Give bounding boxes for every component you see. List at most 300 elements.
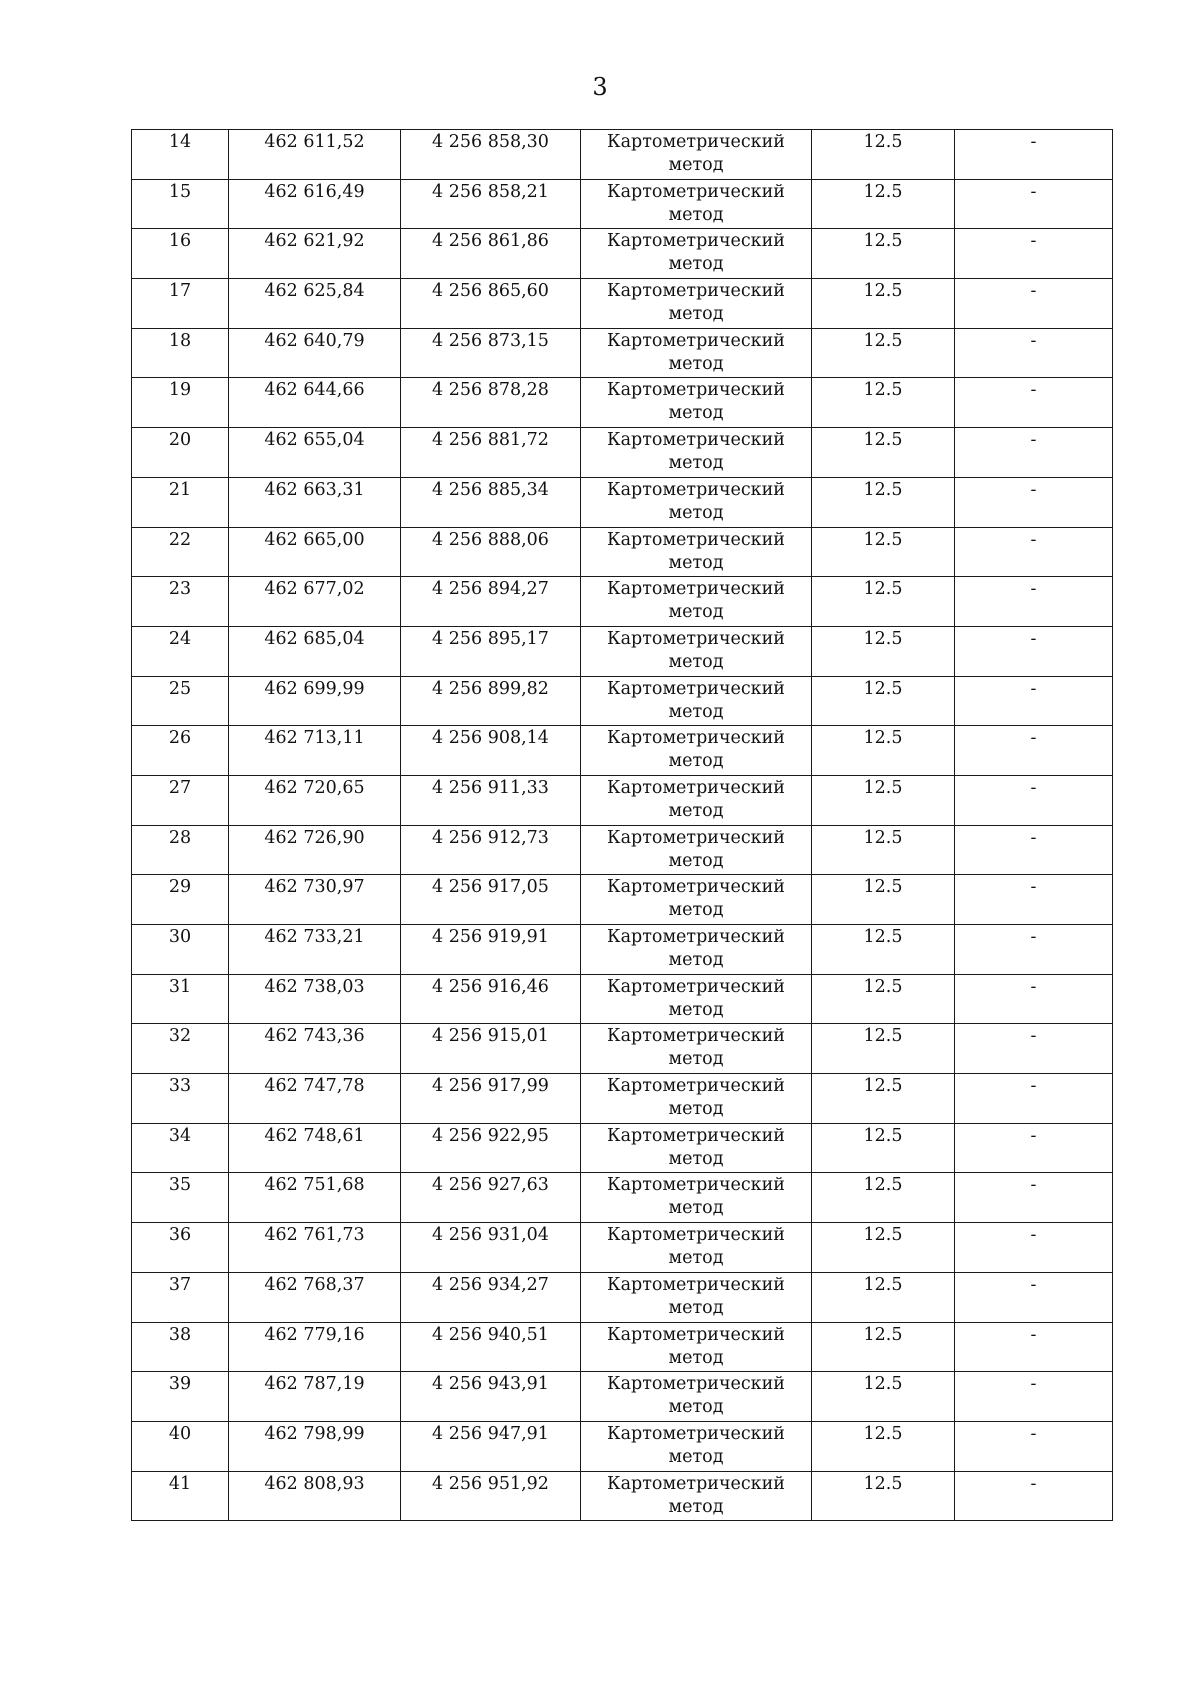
table-row [132, 775, 1113, 825]
point-number: 25 [168, 678, 192, 699]
extra-cell [955, 1421, 1113, 1471]
accuracy: 12.5 [863, 479, 903, 500]
method: Картометрический метод [607, 430, 785, 474]
extra-cell [955, 1173, 1113, 1223]
extra-cell [955, 1024, 1113, 1074]
y-coordinate-cell [401, 477, 581, 527]
extra-value: - [1030, 1423, 1037, 1444]
point-number: 26 [168, 728, 192, 749]
method-cell [581, 229, 812, 279]
y-coordinate-cell [401, 1322, 581, 1372]
extra-value: - [1030, 628, 1037, 649]
point-number-cell [132, 130, 229, 180]
x-coordinate: 462 644,66 [264, 380, 365, 401]
extra-value: - [1030, 132, 1037, 152]
accuracy: 12.5 [863, 380, 903, 401]
point-number: 29 [168, 877, 192, 898]
x-coordinate: 462 713,11 [264, 728, 365, 749]
extra-cell [955, 676, 1113, 726]
extra-cell [955, 577, 1113, 627]
accuracy: 12.5 [863, 728, 903, 749]
method-cell [581, 279, 812, 329]
point-number-cell [132, 1173, 229, 1223]
accuracy-cell [812, 1421, 955, 1471]
accuracy: 12.5 [863, 430, 903, 451]
table-row [132, 428, 1113, 478]
method-cell [581, 974, 812, 1024]
accuracy-cell [812, 974, 955, 1024]
point-number: 21 [168, 479, 192, 500]
method: Картометрический метод [607, 529, 785, 573]
y-coordinate-cell [401, 1372, 581, 1422]
y-coordinate: 4 256 894,27 [432, 579, 549, 600]
point-number-cell [132, 825, 229, 875]
table-body [132, 130, 1113, 1521]
extra-value: - [1030, 1026, 1037, 1047]
extra-value: - [1030, 181, 1037, 202]
accuracy: 12.5 [863, 579, 903, 600]
method: Картометрический метод [607, 1374, 785, 1418]
accuracy-cell [812, 130, 955, 180]
method: Картометрический метод [607, 181, 785, 225]
method-cell [581, 1372, 812, 1422]
accuracy-cell [812, 328, 955, 378]
y-coordinate-cell [401, 378, 581, 428]
extra-value: - [1030, 678, 1037, 699]
extra-cell [955, 925, 1113, 975]
accuracy-cell [812, 229, 955, 279]
method: Картометрический метод [607, 1473, 785, 1517]
extra-cell [955, 1372, 1113, 1422]
x-coordinate-cell [229, 925, 401, 975]
method-cell [581, 1272, 812, 1322]
x-coordinate: 462 787,19 [264, 1374, 365, 1395]
point-number: 24 [168, 628, 192, 649]
y-coordinate: 4 256 858,21 [432, 181, 549, 202]
accuracy-cell [812, 1272, 955, 1322]
y-coordinate: 4 256 922,95 [432, 1125, 549, 1146]
x-coordinate-cell [229, 1471, 401, 1521]
method-cell [581, 875, 812, 925]
y-coordinate-cell [401, 825, 581, 875]
x-coordinate: 462 738,03 [264, 976, 365, 997]
y-coordinate: 4 256 911,33 [432, 777, 549, 798]
x-coordinate-cell [229, 577, 401, 627]
table-row [132, 1123, 1113, 1173]
extra-cell [955, 825, 1113, 875]
accuracy-cell [812, 279, 955, 329]
accuracy: 12.5 [863, 529, 903, 550]
y-coordinate-cell [401, 1173, 581, 1223]
accuracy: 12.5 [863, 1026, 903, 1047]
point-number-cell [132, 1074, 229, 1124]
method: Картометрический метод [607, 1175, 785, 1219]
extra-value: - [1030, 430, 1037, 451]
method-cell [581, 1123, 812, 1173]
table-row [132, 229, 1113, 279]
accuracy-cell [812, 875, 955, 925]
extra-value: - [1030, 281, 1037, 302]
x-coordinate-cell [229, 1223, 401, 1273]
accuracy-cell [812, 378, 955, 428]
point-number-cell [132, 974, 229, 1024]
method-cell [581, 527, 812, 577]
x-coordinate-cell [229, 130, 401, 180]
x-coordinate-cell [229, 378, 401, 428]
method-cell [581, 179, 812, 229]
point-number: 33 [168, 1076, 192, 1097]
table-row [132, 179, 1113, 229]
x-coordinate: 462 699,99 [264, 678, 365, 699]
x-coordinate: 462 743,36 [264, 1026, 365, 1047]
extra-value: - [1030, 728, 1037, 749]
y-coordinate: 4 256 865,60 [432, 281, 549, 302]
extra-cell [955, 279, 1113, 329]
y-coordinate-cell [401, 726, 581, 776]
accuracy: 12.5 [863, 1125, 903, 1146]
accuracy: 12.5 [863, 281, 903, 302]
accuracy: 12.5 [863, 877, 903, 898]
table-row [132, 875, 1113, 925]
x-coordinate: 462 726,90 [264, 827, 365, 848]
point-number: 37 [168, 1274, 192, 1295]
method-cell [581, 726, 812, 776]
x-coordinate: 462 779,16 [264, 1324, 365, 1345]
extra-value: - [1030, 1175, 1037, 1196]
accuracy: 12.5 [863, 132, 903, 152]
y-coordinate-cell [401, 428, 581, 478]
accuracy-cell [812, 577, 955, 627]
method: Картометрический метод [607, 1076, 785, 1120]
extra-cell [955, 726, 1113, 776]
x-coordinate-cell [229, 1074, 401, 1124]
table-row [132, 1024, 1113, 1074]
y-coordinate-cell [401, 1024, 581, 1074]
point-number: 34 [168, 1125, 192, 1146]
table-row [132, 676, 1113, 726]
extra-cell [955, 1123, 1113, 1173]
x-coordinate-cell [229, 279, 401, 329]
accuracy: 12.5 [863, 678, 903, 699]
table-row [132, 328, 1113, 378]
method-cell [581, 1024, 812, 1074]
accuracy-cell [812, 676, 955, 726]
extra-cell [955, 130, 1113, 180]
x-coordinate: 462 621,92 [264, 231, 365, 252]
y-coordinate: 4 256 899,82 [432, 678, 549, 699]
accuracy: 12.5 [863, 628, 903, 649]
y-coordinate-cell [401, 577, 581, 627]
extra-value: - [1030, 1324, 1037, 1345]
extra-cell [955, 378, 1113, 428]
accuracy-cell [812, 1322, 955, 1372]
x-coordinate-cell [229, 1322, 401, 1372]
x-coordinate: 462 730,97 [264, 877, 365, 898]
accuracy-cell [812, 428, 955, 478]
y-coordinate-cell [401, 1421, 581, 1471]
extra-value: - [1030, 1076, 1037, 1097]
y-coordinate: 4 256 895,17 [432, 628, 549, 649]
point-number-cell [132, 577, 229, 627]
table-row [132, 527, 1113, 577]
method-cell [581, 428, 812, 478]
method: Картометрический метод [607, 1324, 785, 1368]
x-coordinate-cell [229, 775, 401, 825]
accuracy-cell [812, 1024, 955, 1074]
method: Картометрический метод [607, 1026, 785, 1070]
page-number: 3 [592, 73, 608, 101]
extra-value: - [1030, 1225, 1037, 1246]
point-number-cell [132, 1272, 229, 1322]
extra-value: - [1030, 330, 1037, 351]
method-cell [581, 328, 812, 378]
table-row [132, 1372, 1113, 1422]
table-row [132, 130, 1113, 180]
point-number-cell [132, 477, 229, 527]
y-coordinate-cell [401, 1074, 581, 1124]
point-number-cell [132, 1123, 229, 1173]
accuracy: 12.5 [863, 181, 903, 202]
accuracy-cell [812, 477, 955, 527]
point-number-cell [132, 229, 229, 279]
point-number: 36 [168, 1225, 192, 1246]
accuracy-cell [812, 775, 955, 825]
y-coordinate: 4 256 908,14 [432, 728, 549, 749]
y-coordinate: 4 256 888,06 [432, 529, 549, 550]
x-coordinate: 462 665,00 [264, 529, 365, 550]
x-coordinate: 462 733,21 [264, 927, 365, 947]
accuracy: 12.5 [863, 1374, 903, 1395]
accuracy: 12.5 [863, 1225, 903, 1246]
accuracy: 12.5 [863, 231, 903, 252]
extra-value: - [1030, 1125, 1037, 1146]
method: Картометрический метод [607, 231, 785, 275]
extra-value: - [1030, 1274, 1037, 1295]
table-row [132, 1173, 1113, 1223]
extra-value: - [1030, 1473, 1037, 1494]
x-coordinate: 462 768,37 [264, 1274, 365, 1295]
method-cell [581, 626, 812, 676]
method: Картометрический метод [607, 827, 785, 871]
point-number-cell [132, 527, 229, 577]
extra-cell [955, 1272, 1113, 1322]
y-coordinate: 4 256 947,91 [432, 1423, 549, 1444]
x-coordinate: 462 720,65 [264, 777, 365, 798]
method-cell [581, 1223, 812, 1273]
y-coordinate: 4 256 858,30 [432, 132, 549, 152]
point-number-cell [132, 428, 229, 478]
method-cell [581, 577, 812, 627]
method-cell [581, 775, 812, 825]
method-cell [581, 130, 812, 180]
extra-value: - [1030, 1374, 1037, 1395]
x-coordinate-cell [229, 1421, 401, 1471]
point-number-cell [132, 875, 229, 925]
y-coordinate-cell [401, 279, 581, 329]
method-cell [581, 676, 812, 726]
accuracy-cell [812, 1471, 955, 1521]
x-coordinate-cell [229, 428, 401, 478]
point-number: 30 [168, 927, 192, 947]
accuracy: 12.5 [863, 1274, 903, 1295]
y-coordinate-cell [401, 1272, 581, 1322]
x-coordinate-cell [229, 477, 401, 527]
extra-cell [955, 1223, 1113, 1273]
y-coordinate-cell [401, 1223, 581, 1273]
y-coordinate: 4 256 861,86 [432, 231, 549, 252]
extra-value: - [1030, 827, 1037, 848]
method: Картометрический метод [607, 281, 785, 325]
y-coordinate: 4 256 940,51 [432, 1324, 549, 1345]
table-row [132, 974, 1113, 1024]
y-coordinate: 4 256 885,34 [432, 479, 549, 500]
x-coordinate-cell [229, 875, 401, 925]
y-coordinate: 4 256 917,05 [432, 877, 549, 898]
method: Картометрический метод [607, 976, 785, 1020]
y-coordinate: 4 256 951,92 [432, 1473, 549, 1494]
y-coordinate-cell [401, 1123, 581, 1173]
point-number-cell [132, 1372, 229, 1422]
x-coordinate-cell [229, 676, 401, 726]
y-coordinate-cell [401, 875, 581, 925]
x-coordinate-cell [229, 328, 401, 378]
x-coordinate-cell [229, 1024, 401, 1074]
y-coordinate: 4 256 873,15 [432, 330, 549, 351]
point-number-cell [132, 1223, 229, 1273]
x-coordinate: 462 751,68 [264, 1175, 365, 1196]
extra-value: - [1030, 927, 1037, 947]
x-coordinate-cell [229, 825, 401, 875]
extra-cell [955, 477, 1113, 527]
extra-value: - [1030, 579, 1037, 600]
y-coordinate: 4 256 934,27 [432, 1274, 549, 1295]
method: Картометрический метод [607, 1225, 785, 1269]
point-number: 20 [168, 430, 192, 451]
method-cell [581, 477, 812, 527]
x-coordinate: 462 685,04 [264, 628, 365, 649]
table-row [132, 925, 1113, 975]
point-number: 16 [168, 231, 192, 252]
table-row [132, 1272, 1113, 1322]
method: Картометрический метод [607, 1274, 785, 1318]
extra-value: - [1030, 976, 1037, 997]
y-coordinate-cell [401, 775, 581, 825]
point-number-cell [132, 279, 229, 329]
accuracy-cell [812, 825, 955, 875]
extra-cell [955, 328, 1113, 378]
y-coordinate: 4 256 917,99 [432, 1076, 549, 1097]
point-number: 32 [168, 1026, 192, 1047]
extra-cell [955, 179, 1113, 229]
extra-cell [955, 527, 1113, 577]
x-coordinate-cell [229, 1272, 401, 1322]
x-coordinate-cell [229, 1123, 401, 1173]
point-number-cell [132, 179, 229, 229]
y-coordinate-cell [401, 527, 581, 577]
table-row [132, 577, 1113, 627]
point-number: 27 [168, 777, 192, 798]
accuracy: 12.5 [863, 1175, 903, 1196]
x-coordinate-cell [229, 1173, 401, 1223]
y-coordinate-cell [401, 1471, 581, 1521]
x-coordinate: 462 640,79 [264, 330, 365, 351]
accuracy-cell [812, 726, 955, 776]
y-coordinate: 4 256 915,01 [432, 1026, 549, 1047]
accuracy: 12.5 [863, 1423, 903, 1444]
method: Картометрический метод [607, 777, 785, 821]
point-number: 41 [168, 1473, 192, 1494]
method: Картометрический метод [607, 1423, 785, 1467]
y-coordinate-cell [401, 626, 581, 676]
point-number: 28 [168, 827, 192, 848]
accuracy: 12.5 [863, 976, 903, 997]
x-coordinate-cell [229, 1372, 401, 1422]
point-number: 39 [168, 1374, 192, 1395]
method-cell [581, 825, 812, 875]
extra-value: - [1030, 529, 1037, 550]
extra-cell [955, 974, 1113, 1024]
extra-value: - [1030, 380, 1037, 401]
point-number-cell [132, 726, 229, 776]
y-coordinate-cell [401, 179, 581, 229]
x-coordinate-cell [229, 229, 401, 279]
point-number: 14 [168, 132, 192, 152]
x-coordinate: 462 761,73 [264, 1225, 365, 1246]
extra-value: - [1030, 777, 1037, 798]
y-coordinate: 4 256 878,28 [432, 380, 549, 401]
table-row [132, 378, 1113, 428]
x-coordinate-cell [229, 726, 401, 776]
y-coordinate-cell [401, 328, 581, 378]
x-coordinate: 462 677,02 [264, 579, 365, 600]
accuracy: 12.5 [863, 1473, 903, 1494]
point-number-cell [132, 676, 229, 726]
point-number-cell [132, 328, 229, 378]
x-coordinate-cell [229, 179, 401, 229]
method-cell [581, 925, 812, 975]
accuracy-cell [812, 1223, 955, 1273]
extra-cell [955, 875, 1113, 925]
accuracy-cell [812, 179, 955, 229]
method: Картометрический метод [607, 728, 785, 772]
table-row [132, 626, 1113, 676]
accuracy-cell [812, 626, 955, 676]
method: Картометрический метод [607, 479, 785, 523]
table-row [132, 279, 1113, 329]
method-cell [581, 1471, 812, 1521]
table-row [132, 1421, 1113, 1471]
accuracy-cell [812, 1372, 955, 1422]
method: Картометрический метод [607, 628, 785, 672]
x-coordinate: 462 655,04 [264, 430, 365, 451]
accuracy: 12.5 [863, 827, 903, 848]
coordinates-table [131, 129, 1113, 1521]
point-number: 17 [168, 281, 192, 302]
y-coordinate-cell [401, 974, 581, 1024]
point-number-cell [132, 1322, 229, 1372]
point-number: 35 [168, 1175, 192, 1196]
x-coordinate: 462 625,84 [264, 281, 365, 302]
x-coordinate: 462 748,61 [264, 1125, 365, 1146]
x-coordinate: 462 808,93 [264, 1473, 365, 1494]
table-row [132, 825, 1113, 875]
extra-cell [955, 428, 1113, 478]
point-number: 23 [168, 579, 192, 600]
point-number: 40 [168, 1423, 192, 1444]
table-row [132, 726, 1113, 776]
x-coordinate: 462 611,52 [264, 132, 365, 152]
method: Картометрический метод [607, 579, 785, 623]
